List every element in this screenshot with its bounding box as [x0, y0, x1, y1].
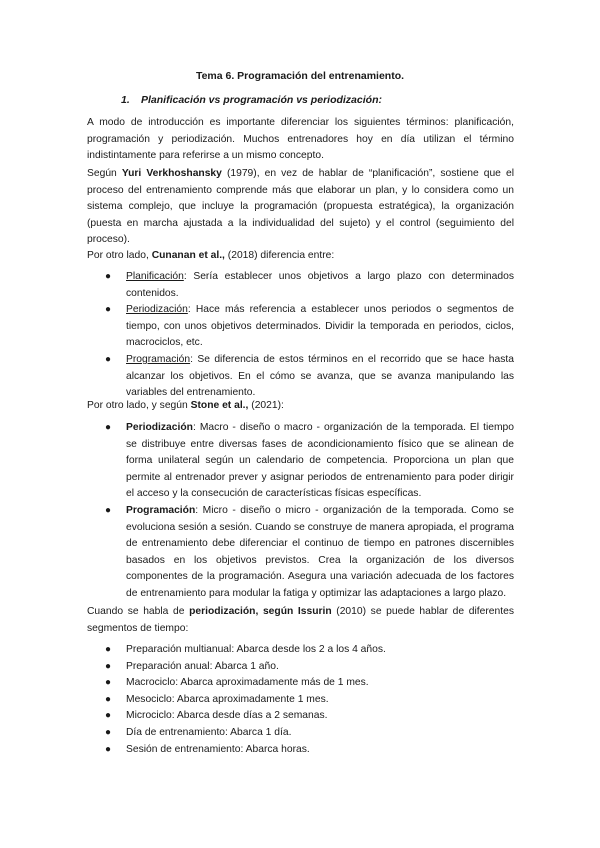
bullet-icon: ● [105, 710, 112, 722]
bullet-icon: ● [105, 422, 112, 433]
item-text: : Macro - diseño o macro - organización de la temporada. El tiempo se distribuye entre diversas fases de acondicionamiento físico que se alinean de forma unilateral según un calendario de competencia. Proporciona un plan que permite al entrenador prever y asignar periodos de entrenamiento para poder dirigir el acceso y la consecución de características físicas específicas. [126, 422, 514, 500]
bullet-icon: ● [105, 644, 112, 655]
bullet-icon: ● [105, 726, 112, 738]
list-item [87, 692, 514, 709]
bullet-icon: ● [105, 693, 112, 705]
page-title: Tema 6. Programación del entrenamiento. [195, 70, 405, 82]
list-item [87, 269, 514, 302]
bullet-icon: ● [105, 677, 112, 689]
bullet-icon: ● [105, 271, 112, 282]
item-text: Macrociclo: Abarca aproximadamente más de 1 mes. [126, 677, 369, 689]
bullet-icon: ● [105, 353, 112, 365]
item-text: Día de entrenamiento: Abarca 1 día. [126, 726, 292, 738]
segments-list [87, 642, 514, 758]
verkhoshansky-paragraph [87, 166, 514, 249]
item-text: Preparación multianual: Abarca desde los 2 a los 4 años. [126, 644, 386, 655]
bullet-icon: ● [105, 743, 112, 755]
verk-author: Yuri Verkhoshansky [121, 168, 222, 179]
stone-author: Stone et al., [190, 400, 249, 411]
issurin-post: (2010) se puede hablar de diferentes segmentos de tiempo: [87, 606, 514, 634]
issurin-pre: Cuando se habla de [87, 606, 190, 617]
item-term: Periodización [126, 304, 188, 316]
cunanan-paragraph [87, 248, 514, 265]
section-heading-text: Planificación vs programación vs periodización: [141, 94, 382, 106]
list-item [87, 642, 514, 659]
list-item [87, 675, 514, 692]
cunanan-author: Cunanan et al., [151, 250, 225, 261]
verk-pre: Según [87, 168, 122, 179]
section-number: 1. [121, 94, 130, 106]
item-term: Periodización [126, 422, 193, 433]
stone-list [87, 420, 514, 603]
cunanan-list [87, 269, 514, 402]
list-item [87, 352, 514, 402]
list-item [87, 420, 514, 503]
stone-paragraph [87, 398, 514, 415]
intro-paragraph: A modo de introducción es importante diferenciar los siguientes términos: planificación, programación y periodización. Muchos entrenadores hoy en día utilizan el término indistintamente para referirse a un mismo concepto. [87, 117, 514, 162]
list-item [87, 302, 514, 352]
list-item [87, 503, 514, 603]
issurin-paragraph [87, 604, 514, 637]
item-text: : Hace más referencia a establecer unos periodos o segmentos de tiempo, con unos objetivos determinados. Dividir la temporada en periodos, ciclos, macrociclos, etc. [126, 304, 514, 349]
item-text: : Micro - diseño o micro - organización de la temporada. Como se evoluciona sesión a sesión. Cuando se construye de manera apropiada, el programa de entrenamiento debe diferenciar el continuo de tiempo en patrones discernibles basados en los objetivos previstos. Crea la organización de los diversos componentes de la programación. Asegura una variación adecuada de los factores de entrenamiento para modular la fatiga y optimizar las adaptaciones a largo plazo. [126, 504, 514, 599]
bullet-icon: ● [105, 660, 112, 672]
verk-post: (1979), en vez de hablar de “planificación”, sostiene que el proceso del entrenamiento comprende más que elaborar un plan, y lo considera como un sistema complejo, que incluye la programación (propuesta estratégica), la organización (puesta en marcha ajustada a la individualidad del sujeto) y el control (seguimiento del proceso). [87, 168, 514, 246]
item-text: : Sería establecer unos objetivos a largo plazo con determinados contenidos. [126, 271, 514, 299]
item-text: Preparación anual: Abarca 1 año. [126, 660, 279, 672]
cunanan-pre: Por otro lado, [87, 250, 152, 261]
section-heading [121, 94, 382, 106]
issurin-author: periodización, según Issurin [189, 606, 332, 617]
list-item [87, 725, 514, 742]
item-term: Planificación [126, 271, 184, 282]
item-text: Microciclo: Abarca desde días a 2 semanas. [126, 710, 328, 722]
bullet-icon: ● [105, 304, 112, 316]
list-item [87, 708, 514, 725]
bullet-icon: ● [105, 504, 112, 516]
stone-post: (2021): [248, 400, 284, 411]
cunanan-post: (2018) diferencia entre: [224, 250, 335, 261]
list-item [87, 742, 514, 759]
item-text: : Se diferencia de estos términos en el recorrido que se hace hasta alcanzar los objetivos. En el cómo se avanza, que se avanza manipulando las variables del entrenamiento. [126, 353, 514, 399]
stone-pre: Por otro lado, y según [87, 400, 191, 411]
item-text: Sesión de entrenamiento: Abarca horas. [126, 743, 310, 755]
item-text: Mesociclo: Abarca aproximadamente 1 mes. [126, 693, 329, 705]
item-term: Programación [126, 504, 196, 516]
list-item [87, 659, 514, 676]
item-term: Programación [126, 353, 191, 365]
